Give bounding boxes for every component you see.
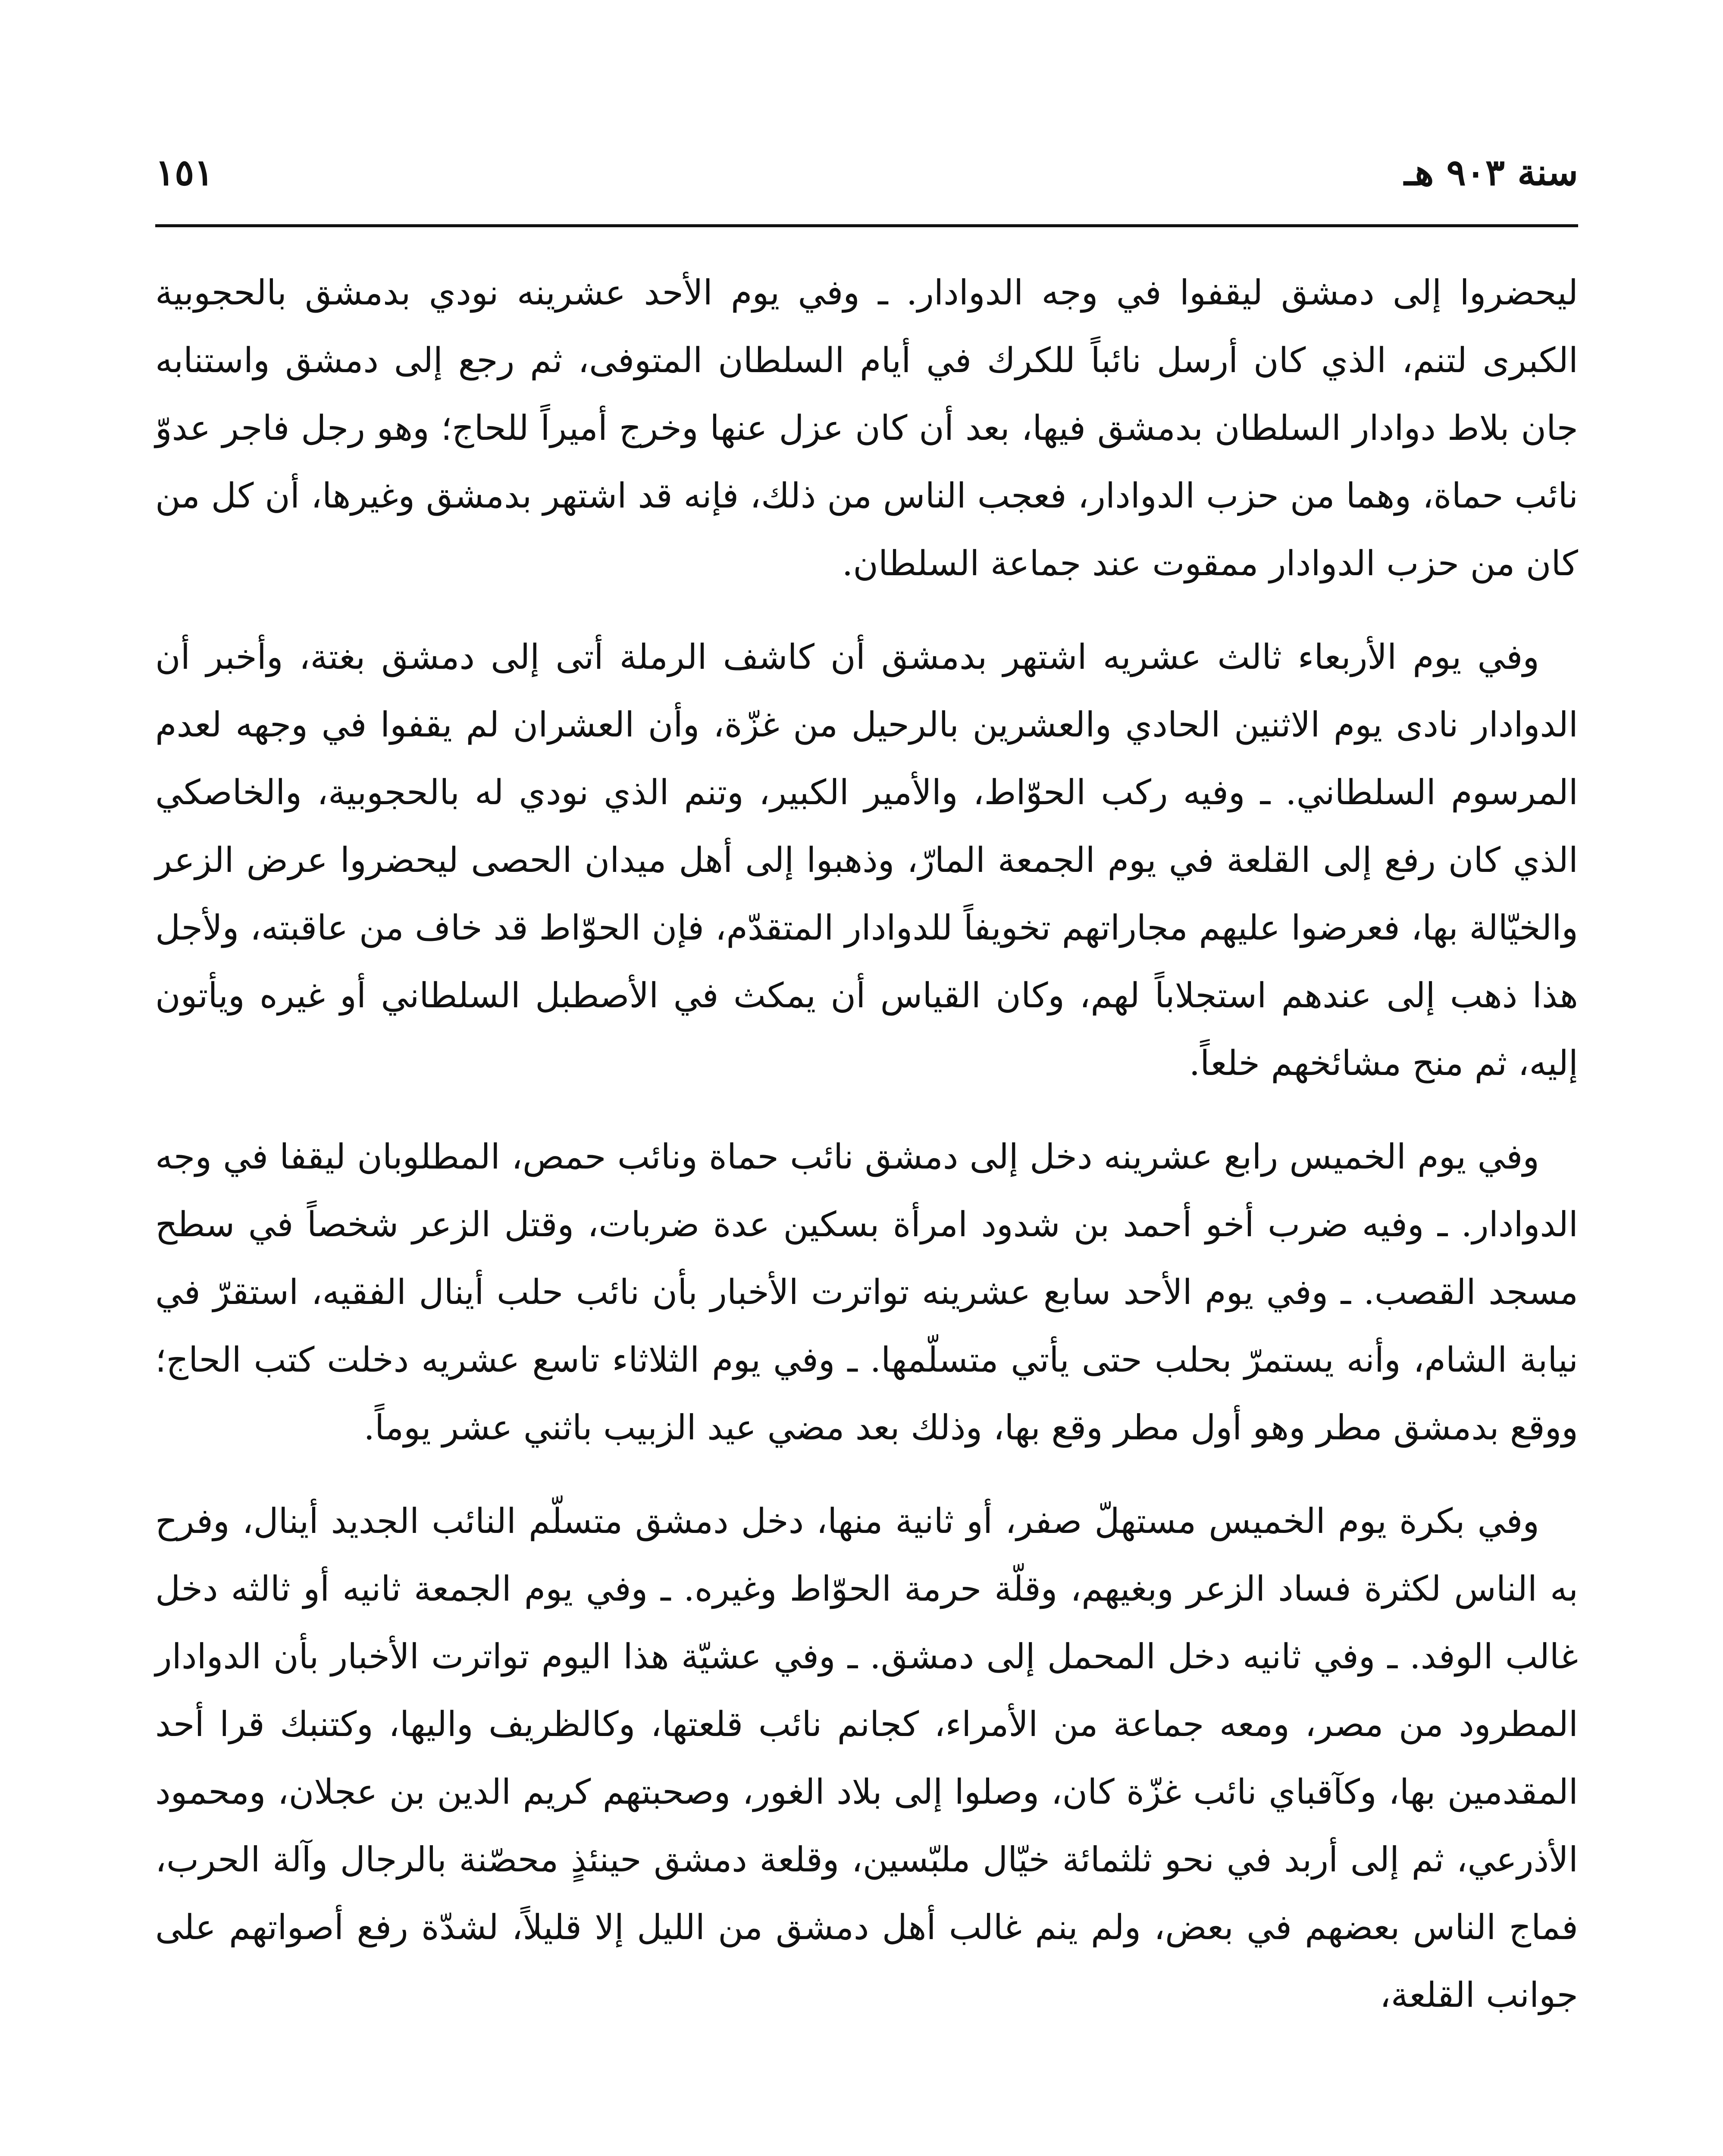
running-head-year: سنة ٩٠٣ هـ bbox=[1404, 151, 1578, 194]
paragraph-1: ليحضروا إلى دمشق ليقفوا في وجه الدوادار. ـ وفي يوم الأحد عشرينه نودي بدمشق بالحجوبية الكبرى لتنم، الذي كان أرسل نائباً للكرك في أيام السلطان المتوفى، ثم رجع إلى دمشق واستنابه جان بلاط دوادار السلطان بدمشق فيها، بعد أن كان عزل عنها وخرج أميراً للحاج؛ وهو رجل فاجر عدوّ نائب حماة، وهما من حزب الدوادار، فعجب الناس من ذلك، فإنه قد اشتهر بدمشق وغيرها، أن كل من كان من حزب الدوادار ممقوت عند جماعة السلطان. bbox=[155, 273, 1578, 583]
page-header bbox=[155, 149, 1578, 201]
page-number: ١٥١ bbox=[155, 151, 214, 194]
paragraph-4: وفي بكرة يوم الخميس مستهلّ صفر، أو ثانية منها، دخل دمشق متسلّم النائب الجديد أينال، وفرح به الناس لكثرة فساد الزعر وبغيهم، وقلّة حرمة الحوّاط وغيره. ـ وفي يوم الجمعة ثانيه أو ثالثه دخل غالب الوفد. ـ وفي ثانيه دخل المحمل إلى دمشق. ـ وفي عشيّة هذا اليوم تواترت الأخبار بأن الدوادار المطرود من مصر، ومعه جماعة من الأمراء، كجانم نائب قلعتها، وكالظريف واليها، وكتنبك قرا أحد المقدمين بها، وكآقباي نائب غزّة كان، وصلوا إلى بلاد الغور، وصحبتهم كريم الدين بن عجلان، ومحمود الأذرعي، ثم إلى أربد في نحو ثلثمائة خيّال ملبّسين، وقلعة دمشق حينئذٍ محصّنة بالرجال وآلة الحرب، فماج الناس بعضهم في بعض، ولم ينم غالب أهل دمشق من الليل إلا قليلاً، لشدّة رفع أصواتهم على جوانب القلعة، bbox=[155, 1501, 1579, 2015]
header-rule bbox=[155, 224, 1578, 227]
body-text bbox=[155, 259, 1578, 2029]
paragraph-3: وفي يوم الخميس رابع عشرينه دخل إلى دمشق نائب حماة ونائب حمص، المطلوبان ليقفا في وجه الدوادار. ـ وفيه ضرب أخو أحمد بن شدود امرأة بسكين عدة ضربات، وقتل الزعر شخصاً في سطح مسجد القصب. ـ وفي يوم الأحد سابع عشرينه تواترت الأخبار بأن نائب حلب أينال الفقيه، استقرّ في نيابة الشام، وأنه يستمرّ بحلب حتى يأتي متسلّمها. ـ وفي يوم الثلاثاء تاسع عشريه دخلت كتب الحاج؛ ووقع بدمشق مطر وهو أول مطر وقع بها، وذلك بعد مضي عيد الزبيب باثني عشر يوماً. bbox=[155, 1137, 1578, 1448]
paragraph-2: وفي يوم الأربعاء ثالث عشريه اشتهر بدمشق أن كاشف الرملة أتى إلى دمشق بغتة، وأخبر أن الدوادار نادى يوم الاثنين الحادي والعشرين بالرحيل من غزّة، وأن العشران لم يقفوا في وجهه لعدم المرسوم السلطاني. ـ وفيه ركب الحوّاط، والأمير الكبير، وتنم الذي نودي له بالحجوبية، والخاصكي الذي كان رفع إلى القلعة في يوم الجمعة المارّ، وذهبوا إلى أهل ميدان الحصى ليحضروا عرض الزعر والخيّالة بها، فعرضوا عليهم مجاراتهم تخويفاً للدوادار المتقدّم، فإن الحوّاط قد خاف من عاقبته، ولأجل هذا ذهب إلى عندهم استجلاباً لهم، وكان القياس أن يمكث في الأصطبل السلطاني أو غيره ويأتون إليه، ثم منح مشائخهم خلعاً. bbox=[155, 637, 1578, 1083]
